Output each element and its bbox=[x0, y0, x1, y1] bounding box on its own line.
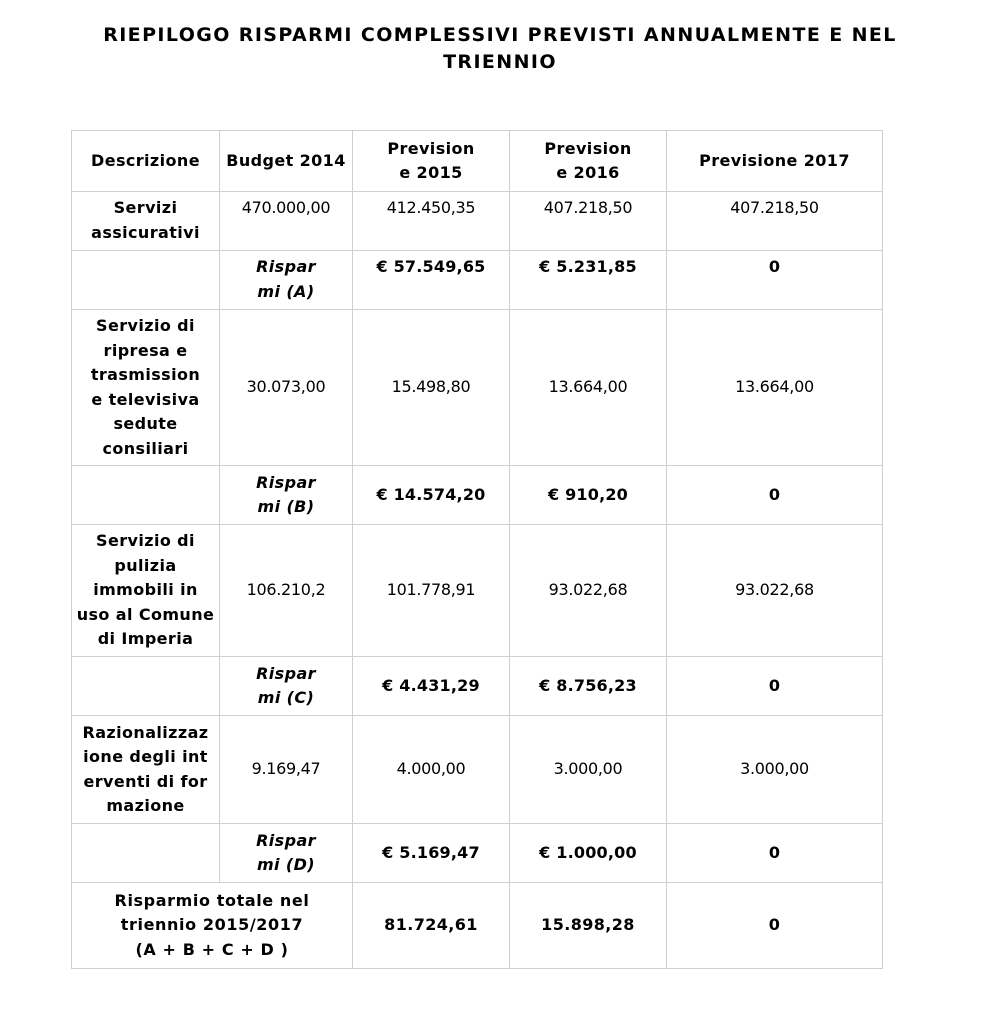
service-description: Servizio di ripresa e trasmissione televisiva sedute consiliari bbox=[72, 310, 220, 466]
service-description: Servizio di pulizia immobili in uso al Comune di Imperia bbox=[72, 525, 220, 657]
budget-2014-value: 9.169,47 bbox=[220, 716, 353, 824]
table-row bbox=[72, 716, 883, 824]
table-row bbox=[72, 192, 883, 251]
savings-row bbox=[72, 466, 883, 525]
table-header-row bbox=[72, 131, 883, 192]
savings-2016-value: € 5.231,85 bbox=[510, 251, 667, 310]
empty-cell bbox=[72, 251, 220, 310]
savings-summary-table bbox=[71, 130, 883, 969]
previsione-2015-value: 15.498,80 bbox=[353, 310, 510, 466]
previsione-2016-value: 93.022,68 bbox=[510, 525, 667, 657]
savings-2016-value: € 910,20 bbox=[510, 466, 667, 525]
savings-2017-value: 0 bbox=[667, 466, 883, 525]
table-row bbox=[72, 310, 883, 466]
service-description: Servizi assicurativi bbox=[72, 192, 220, 251]
previsione-2016-value: 407.218,50 bbox=[510, 192, 667, 251]
total-2017-value: 0 bbox=[667, 883, 883, 969]
header-previsione-2015: Previsione 2015 bbox=[353, 131, 510, 192]
previsione-2017-value: 407.218,50 bbox=[667, 192, 883, 251]
previsione-2016-value: 3.000,00 bbox=[510, 716, 667, 824]
savings-2015-value: € 57.549,65 bbox=[353, 251, 510, 310]
savings-label: Risparmi (A) bbox=[220, 251, 353, 310]
savings-2015-value: € 14.574,20 bbox=[353, 466, 510, 525]
savings-row bbox=[72, 251, 883, 310]
total-2016-value: 15.898,28 bbox=[510, 883, 667, 969]
previsione-2015-value: 412.450,35 bbox=[353, 192, 510, 251]
previsione-2016-value: 13.664,00 bbox=[510, 310, 667, 466]
previsione-2015-value: 101.778,91 bbox=[353, 525, 510, 657]
header-previsione-2016: Previsione 2016 bbox=[510, 131, 667, 192]
header-budget-2014: Budget 2014 bbox=[220, 131, 353, 192]
header-previsione-2017: Previsione 2017 bbox=[667, 131, 883, 192]
savings-2015-value: € 4.431,29 bbox=[353, 657, 510, 716]
previsione-2017-value: 93.022,68 bbox=[667, 525, 883, 657]
total-label: Risparmio totale nel triennio 2015/2017 (A + B + C + D ) bbox=[72, 883, 353, 969]
empty-cell bbox=[72, 824, 220, 883]
budget-2014-value: 106.210,2 bbox=[220, 525, 353, 657]
savings-row bbox=[72, 657, 883, 716]
header-descrizione: Descrizione bbox=[72, 131, 220, 192]
previsione-2017-value: 3.000,00 bbox=[667, 716, 883, 824]
savings-2017-value: 0 bbox=[667, 657, 883, 716]
total-row bbox=[72, 883, 883, 969]
service-description: Razionalizzazione degli interventi di formazione bbox=[72, 716, 220, 824]
savings-2016-value: € 1.000,00 bbox=[510, 824, 667, 883]
savings-label: Risparmi (C) bbox=[220, 657, 353, 716]
total-2015-value: 81.724,61 bbox=[353, 883, 510, 969]
empty-cell bbox=[72, 657, 220, 716]
empty-cell bbox=[72, 466, 220, 525]
savings-label: Risparmi (D) bbox=[220, 824, 353, 883]
savings-2017-value: 0 bbox=[667, 251, 883, 310]
savings-row bbox=[72, 824, 883, 883]
previsione-2017-value: 13.664,00 bbox=[667, 310, 883, 466]
savings-2015-value: € 5.169,47 bbox=[353, 824, 510, 883]
previsione-2015-value: 4.000,00 bbox=[353, 716, 510, 824]
table-row bbox=[72, 525, 883, 657]
document-title: RIEPILOGO RISPARMI COMPLESSIVI PREVISTI ANNUALMENTE E NEL TRIENNIO bbox=[103, 24, 897, 73]
budget-2014-value: 30.073,00 bbox=[220, 310, 353, 466]
budget-2014-value: 470.000,00 bbox=[220, 192, 353, 251]
savings-label: Risparmi (B) bbox=[220, 466, 353, 525]
savings-2016-value: € 8.756,23 bbox=[510, 657, 667, 716]
savings-2017-value: 0 bbox=[667, 824, 883, 883]
